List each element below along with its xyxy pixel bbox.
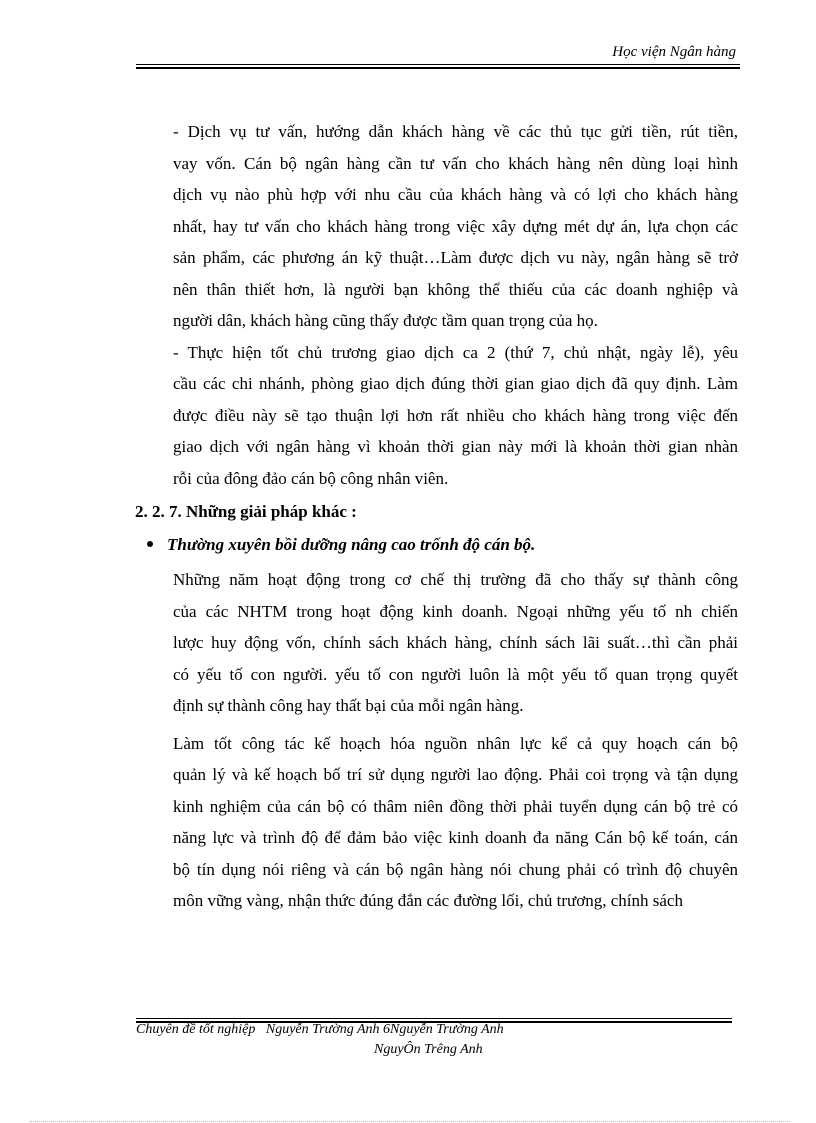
bullet-icon bbox=[147, 541, 153, 547]
paragraph-planning: Làm tốt công tác kế hoạch hóa nguồn nhân lực kể cả quy hoạch cán bộ quản lý và kế hoạch bố trí sử dụng người lao động. Phải coi trọng và tận dụng kinh nghiệm của cán bộ có thâm niên đồng thời phải tuyển dụng cán bộ trẻ có năng lực và trình độ để đảm bảo việc kinh doanh đa năng Cán bộ kế toán, cán bộ tín dụng nói riêng và cán bộ ngân hàng nói chung phải có trình độ chuyên môn vững vàng, nhận thức đúng đắn các đường lối, chủ trương, chính sách bbox=[173, 733, 738, 910]
footer-rule-top bbox=[136, 1018, 732, 1019]
bullet-item bbox=[135, 529, 738, 560]
header-institution: Học viện Ngân hàng bbox=[612, 44, 736, 60]
footer-line-1: Chuyên đề tốt nghiệp Nguyễn Trường Anh 6Nguyễn Trường Anh bbox=[136, 1022, 504, 1037]
section-heading: 2. 2. 7. Những giải pháp khác : bbox=[135, 502, 357, 521]
header-rule-top bbox=[136, 64, 740, 65]
paragraph-human-factor: Những năm hoạt động trong cơ chế thị trường đã cho thấy sự thành công của các NHTM trong hoạt động kinh doanh. Ngoại những yếu tố nh chiến lược huy động vốn, chính sách khách hàng, chính sách lãi suất…thì cần phải có yếu tố con người. yếu tố con người luôn là một yếu tố quan trọng quyết định sự thành công hay thất bại của mỗi ngân hàng. bbox=[173, 570, 738, 715]
bullet-text: Thường xuyên bồi dưỡng nâng cao trốnh độ cán bộ. bbox=[167, 535, 536, 554]
footer-line-2: NguyÔn Trêng Anh bbox=[374, 1042, 483, 1057]
document-body bbox=[135, 116, 738, 917]
page-edge-divider bbox=[30, 1121, 790, 1122]
paragraph-consulting: - Dịch vụ tư vấn, hướng dẫn khách hàng về các thủ tục gửi tiền, rút tiền, vay vốn. Cán bộ ngân hàng cần tư vấn cho khách hàng nên dùng loại hình dịch vụ nào phù hợp với nhu cầu của khách hàng và có lợi cho khách hàng nhất, hay tư vấn cho khách hàng trong việc xây dựng mét dự án, lựa chọn các sản phẩm, các phương án kỹ thuật…Làm được dịch vu này, ngân hàng sẽ trở nên thân thiết hơn, là người bạn không thể thiếu của các doanh nghiệp và người dân, khách hàng cũng thấy được tầm quan trọng của họ. bbox=[173, 122, 738, 330]
paragraph-shift-2: - Thực hiện tốt chủ trương giao dịch ca 2 (thứ 7, chủ nhật, ngày lễ), yêu cầu các chi nhánh, phòng giao dịch đúng thời gian giao dịch đã quy định. Làm được điều này sẽ tạo thuận lợi hơn rất nhiều cho khách hàng trong việc đến giao dịch với ngân hàng vì khoản thời gian này mới là khoản thời gian nhàn rỗi của đông đảo cán bộ công nhân viên. bbox=[173, 342, 738, 488]
header-rule-bottom bbox=[136, 67, 740, 69]
